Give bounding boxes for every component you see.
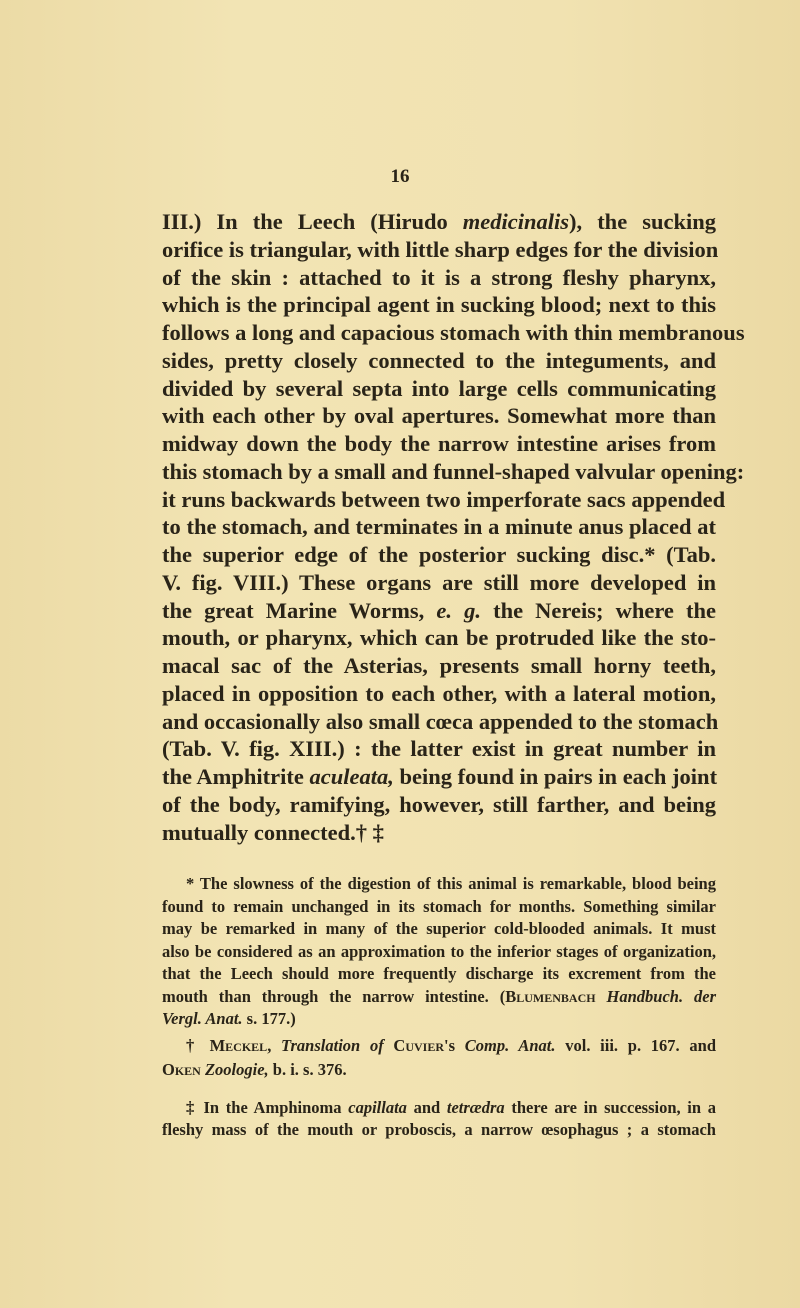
text-span: fleshy mass of the mouth or proboscis, a narrow œsophagus ; a stomach	[162, 1120, 716, 1139]
italic-text: Zoologie,	[204, 1060, 269, 1079]
footnote-line	[162, 941, 716, 963]
italic-text: capillata	[348, 1098, 407, 1117]
text-line	[162, 236, 719, 264]
text-line	[162, 513, 716, 541]
text-line	[162, 680, 716, 708]
footnote-line	[162, 1008, 716, 1030]
text-span: 's	[444, 1036, 465, 1055]
text-span: ,	[267, 1036, 282, 1055]
text-span: midway down the body the narrow intestine arises from	[162, 431, 716, 456]
text-span	[384, 1036, 394, 1055]
footnote-line	[162, 918, 716, 940]
text-line	[162, 597, 716, 625]
page-number: 16	[390, 166, 410, 187]
italic-text: tetrædra	[446, 1098, 505, 1117]
footnote-line	[162, 1119, 716, 1141]
text-span: macal sac of the Asterias, presents small horny teeth,	[162, 653, 716, 678]
text-span: also be considered as an approximation to the inferior stages of organization,	[162, 942, 716, 961]
text-line	[162, 569, 716, 597]
footnote-line	[162, 963, 716, 985]
text-span: * The slowness of the digestion of this animal is remarkable, blood being	[186, 874, 716, 893]
text-line	[162, 319, 745, 347]
text-line	[162, 402, 716, 430]
text-span: found to remain unchanged in its stomach for months. Something similar	[162, 897, 716, 916]
italic-text: Comp. Anat.	[464, 1036, 556, 1055]
text-span: ), the sucking	[569, 209, 716, 234]
text-line	[162, 652, 716, 680]
text-line	[162, 763, 716, 791]
footnote-line	[162, 896, 716, 918]
text-span: may be remarked in many of the superior cold-blooded animals. It must	[162, 919, 716, 938]
italic-text: Translation of	[281, 1036, 384, 1055]
text-span: sides, pretty closely connected to the integuments, and	[162, 347, 716, 373]
text-line	[162, 624, 716, 652]
italic-text: aculeata,	[309, 764, 394, 789]
text-span: †	[186, 1036, 210, 1055]
text-span: the great Marine Worms,	[162, 597, 437, 623]
text-span: and	[406, 1098, 447, 1117]
italic-text: e. g.	[436, 597, 481, 623]
text-span: that the Leech should more frequently discharge its excrement from the	[162, 964, 716, 983]
text-span: the Amphitrite	[162, 764, 310, 789]
text-span	[596, 987, 607, 1006]
text-span: divided by several septa into large cells communicating	[162, 375, 716, 401]
italic-text: Handbuch. der	[606, 987, 717, 1006]
author-name: Cuvier	[393, 1036, 445, 1055]
author-name: Blumenbach	[505, 987, 596, 1006]
text-span: (Tab. V. fig. XIII.) : the latter exist in great number in	[162, 736, 716, 762]
text-span: which is the principal agent in sucking blood; next to this	[162, 292, 716, 318]
text-span: and occasionally also small cœca appended to the stomach	[162, 708, 719, 734]
text-span: V. fig. VIII.) These organs are still more developed in	[162, 569, 716, 595]
text-span: the Nereis; where the	[480, 597, 716, 623]
text-span: to the stomach, and terminates in a minute anus placed at	[162, 514, 716, 540]
text-span: being found in pairs in each joint	[393, 764, 718, 789]
text-line	[162, 264, 716, 292]
text-line	[162, 347, 716, 375]
text-line	[162, 819, 716, 847]
text-span: mouth, or pharynx, which can be protruded like the sto-	[162, 625, 716, 651]
text-line	[162, 486, 726, 514]
text-span: mouth than through the narrow intestine. (	[162, 987, 506, 1006]
footnote-line	[162, 1097, 716, 1119]
text-span: of the body, ramifying, however, still farther, and being	[162, 791, 716, 817]
text-span: it runs backwards between two imperforate sacs appended	[162, 486, 726, 512]
footnote-line	[162, 1035, 716, 1057]
footnote-line	[162, 1059, 716, 1081]
text-span: b. i. s. 376.	[268, 1060, 347, 1079]
text-span: orifice is triangular, with little sharp edges for the division	[162, 236, 719, 262]
text-line	[162, 458, 745, 486]
text-line	[162, 208, 716, 236]
text-line	[162, 291, 716, 319]
author-name: Meckel	[209, 1036, 268, 1055]
footnote-line	[162, 986, 716, 1008]
text-span: III.) In the Leech (Hirudo	[162, 209, 463, 234]
text-span: with each other by oval apertures. Somewhat more than	[162, 403, 716, 429]
italic-text: Vergl. Anat.	[162, 1009, 243, 1028]
text-span: the superior edge of the posterior sucking disc.* (Tab.	[162, 542, 716, 567]
text-span: placed in opposition to each other, with a lateral motion,	[162, 680, 716, 706]
text-line	[162, 791, 716, 819]
text-span: this stomach by a small and funnel-shaped valvular opening:	[162, 458, 745, 484]
text-span: mutually connected.† ‡	[162, 819, 384, 845]
text-span: of the skin : attached to it is a strong fleshy pharynx,	[162, 264, 716, 290]
text-line	[162, 708, 719, 736]
text-span: vol. iii. p. 167. and	[555, 1036, 717, 1055]
text-span: there are in succession, in a	[504, 1098, 716, 1117]
text-line	[162, 541, 716, 569]
italic-text: medicinalis	[462, 209, 570, 234]
footnote-line	[162, 873, 716, 895]
text-span: ‡ In the Amphinoma	[186, 1098, 349, 1117]
text-line	[162, 735, 716, 763]
text-line	[162, 430, 716, 458]
text-span: s. 177.)	[242, 1009, 296, 1028]
text-span: follows a long and capacious stomach with thin membranous	[162, 320, 745, 345]
author-name: Oken	[162, 1060, 201, 1079]
text-line	[162, 375, 716, 403]
